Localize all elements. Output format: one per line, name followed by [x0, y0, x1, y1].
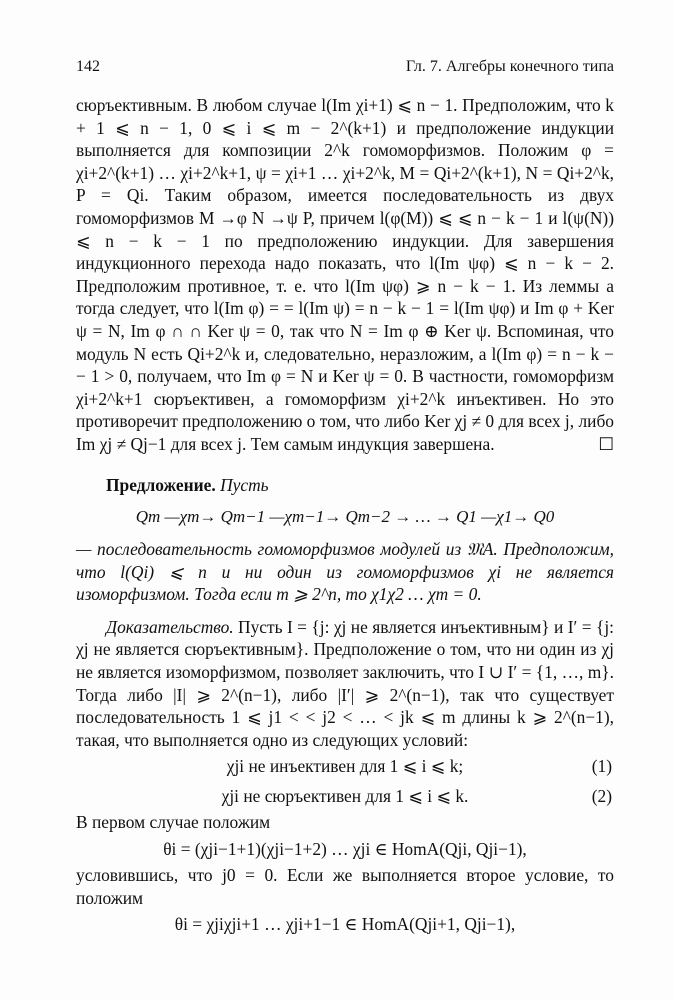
condition-2-text: χji не сюръективен для 1 ⩽ i ⩽ k.	[221, 786, 469, 807]
page-number: 142	[76, 58, 100, 75]
page-body	[76, 94, 614, 939]
homomorphism-sequence-diagram: Qm —χm→ Qm−1 —χm−1→ Qm−2 → … → Q1 —χ1→ Q0	[135, 507, 555, 527]
proposition-heading	[76, 474, 614, 497]
condition-2-number: (2)	[591, 786, 612, 807]
case-1-intro: В первом случае положим	[76, 812, 271, 833]
condition-1-text: χji не инъективен для 1 ⩽ i ⩽ k;	[226, 756, 464, 777]
induction-paragraph: сюръективным. В любом случае l(Im χi+1) ⩽ n − 1. Предположим, что k + 1 ⩽ n − 1, 0 ⩽ i ⩽ m − 2^(k+1) и предположение индукции выполняется для композиции 2^k гомоморфизмов. Положим φ = χi+2^(k+1) … χi+2^k+1, ψ = χi+1 … χi+2^k, M = Qi+2^(k+1), N = Qi+2^k, P = Qi. Таким образом, имеется последовательность из двух гомоморфизмов M →φ N →ψ P, причем l(φ(M)) ⩽ ⩽ n − k − 1 и l(ψ(N)) ⩽ n − k − 1 по предположению индукции. Для завершения индукционного перехода надо показать, что l(Im ψφ) ⩽ n − k − 2. Предположим противное, т. е. что l(Im ψφ) ⩾ n − k − 1. Из леммы а тогда следует, что l(Im φ) = = l(Im ψ) = n − k − 1 = l(Im ψφ) и Im φ + Ker ψ = N, Im φ ∩ ∩ Ker ψ = 0, так что N = Im φ ⊕ Ker ψ. Вспоминая, что модуль N есть Qi+2^k и, следовательно, неразложим, а l(Im φ) = n − k − − 1 > 0, получаем, что Im φ = N и Ker ψ = 0. В частности, гомоморфизм χi+2^k+1 сюръективен, а гомоморфизм χi+2^k инъективен. Но это противоречит предположению о том, что либо Ker χj ≠ 0 для всех j, либо Im χj ≠ Qj−1 для всех j. Тем самым индукция завершена. ☐	[76, 95, 614, 454]
running-title: Гл. 7. Алгебры конечного типа	[405, 58, 614, 75]
page-header	[76, 58, 614, 82]
case-1-formula: θi = (χji−1+1)(χji−1+2) … χji ∈ HomA(Qji, Qji−1),	[163, 839, 527, 860]
proof-paragraph	[76, 616, 614, 752]
condition-2	[76, 781, 614, 811]
proposition-lead: Пусть	[220, 474, 269, 495]
proof-label: Доказательство.	[106, 616, 234, 637]
proof-text: Пусть I = {j: χj не является инъективным} и I′ = {j: χj не является сюръективным}. Предположение о том, что ни один из χj не является изоморфизмом, позволяет заключить, что I ∪ I′ = {1, …, m}. Тогда либо |I| ⩾ 2^(n−1), либо |I′| ⩾ 2^(n−1), так что существует последовательность 1 ⩽ j1 < < j2 < … < jk ⩽ m длины k ⩾ 2^(n−1), такая, что выполняется одно из следующих условий:	[76, 616, 614, 750]
proposition-label: Предложение.	[106, 474, 216, 495]
proposition-statement: — последовательность гомоморфизмов модулей из 𝔐A. Предположим, что l(Qi) ⩽ n и ни один из гомоморфизмов χi не является изоморфизмом. Тогда если m ⩾ 2^n, то χ1χ2 … χm = 0.	[76, 539, 614, 605]
condition-1	[76, 751, 614, 781]
condition-1-number: (1)	[591, 756, 612, 777]
qed-icon: ☐	[598, 433, 614, 454]
case-2-formula: θi = χjiχji+1 … χji+1−1 ∈ HomA(Qji+1, Qji−1),	[174, 914, 516, 935]
case-1-continuation: условившись, что j0 = 0. Если же выполняется второе условие, то положим	[76, 865, 614, 908]
